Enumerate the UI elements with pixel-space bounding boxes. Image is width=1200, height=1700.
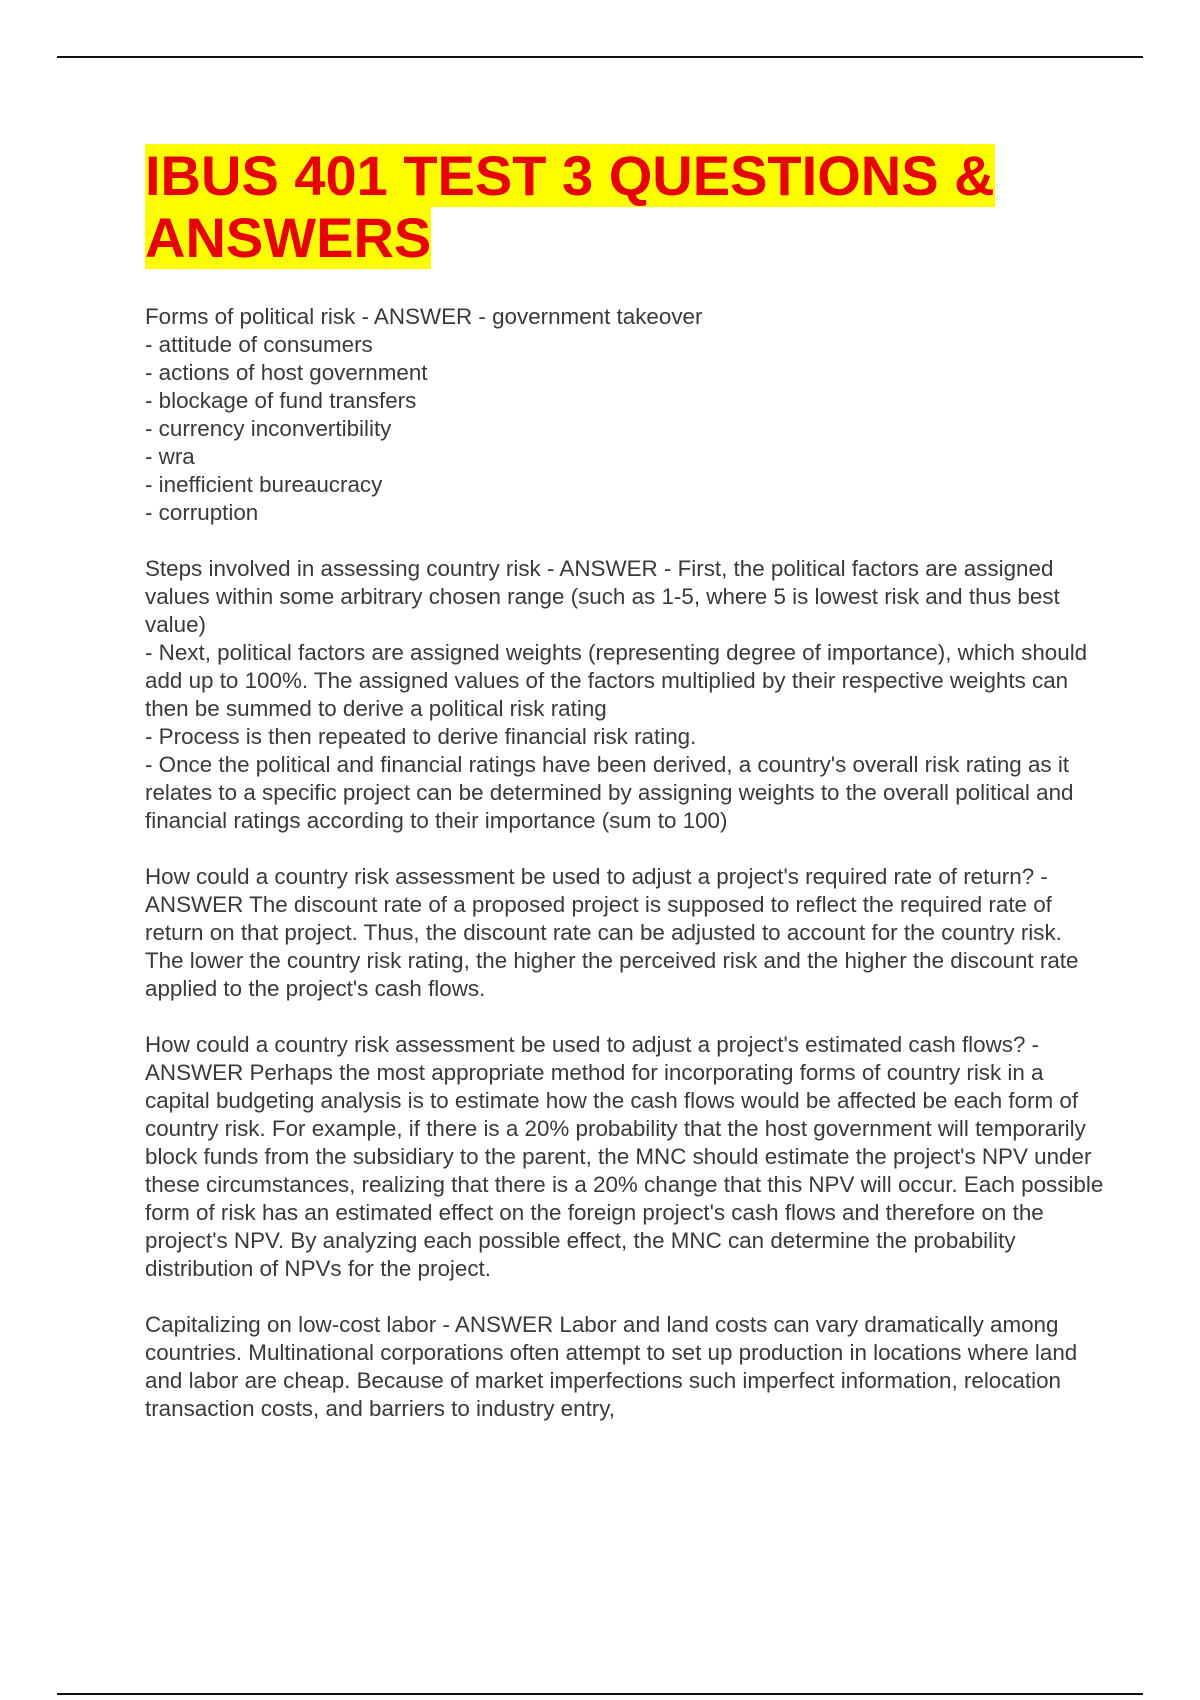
qa-entry-low-cost-labor: Capitalizing on low-cost labor - ANSWER Labor and land costs can vary dramatically among countries. Multinational corporations often attempt to set up production in locations where land and labor are cheap. Because of market imperfections such imperfect information, relocation transaction costs, and barriers to industry entry, (145, 1312, 1084, 1421)
qa-entry-political-risk-forms: Forms of political risk - ANSWER - government takeover - attitude of consumers - actions of host government - blockage of fund transfers - currency inconvertibility - wra - inefficient bureaucracy - corruption (145, 304, 703, 525)
page-top-rule (57, 56, 1143, 58)
document-title (145, 145, 1105, 269)
document-body (145, 144, 1110, 1451)
document-title-text: IBUS 401 TEST 3 QUESTIONS & ANSWERS (145, 144, 995, 269)
page-bottom-rule (57, 1693, 1143, 1695)
qa-entry-estimated-cash-flows: How could a country risk assessment be used to adjust a project's estimated cash flows? - ANSWER Perhaps the most appropriate method for incorporating forms of country risk in a capital budgeting analysis is to estimate how the cash flows would be affected be each form of country risk. For example, if there is a 20% probability that the host government will temporarily block funds from the subsidiary to the parent, the MNC should estimate the project's NPV under these circumstances, realizing that there is a 20% change that this NPV will occur. Each possible form of risk has an estimated effect on the foreign project's cash flows and therefore on the project's NPV. By analyzing each possible effect, the MNC can determine the probability distribution of NPVs for the project. (145, 1032, 1110, 1281)
qa-entry-required-rate-of-return: How could a country risk assessment be used to adjust a project's required rate of return? - ANSWER The discount rate of a proposed project is supposed to reflect the required rate of return on that project. Thus, the discount rate can be adjusted to account for the country risk. The lower the country risk rating, the higher the perceived risk and the higher the discount rate applied to the project's cash flows. (145, 864, 1085, 1001)
qa-entry-country-risk-steps: Steps involved in assessing country risk - ANSWER - First, the political factors are assigned values within some arbitrary chosen range (such as 1-5, where 5 is lowest risk and thus best value) - Next, political factors are assigned weights (representing degree of importance), which should add up to 100%. The assigned values of the factors multiplied by their respective weights can then be summed to derive a political risk rating - Process is then repeated to derive financial risk rating. - Once the political and financial ratings have been derived, a country's overall risk rating as it relates to a specific project can be determined by assigning weights to the overall political and financial ratings according to their importance (sum to 100) (145, 556, 1088, 833)
